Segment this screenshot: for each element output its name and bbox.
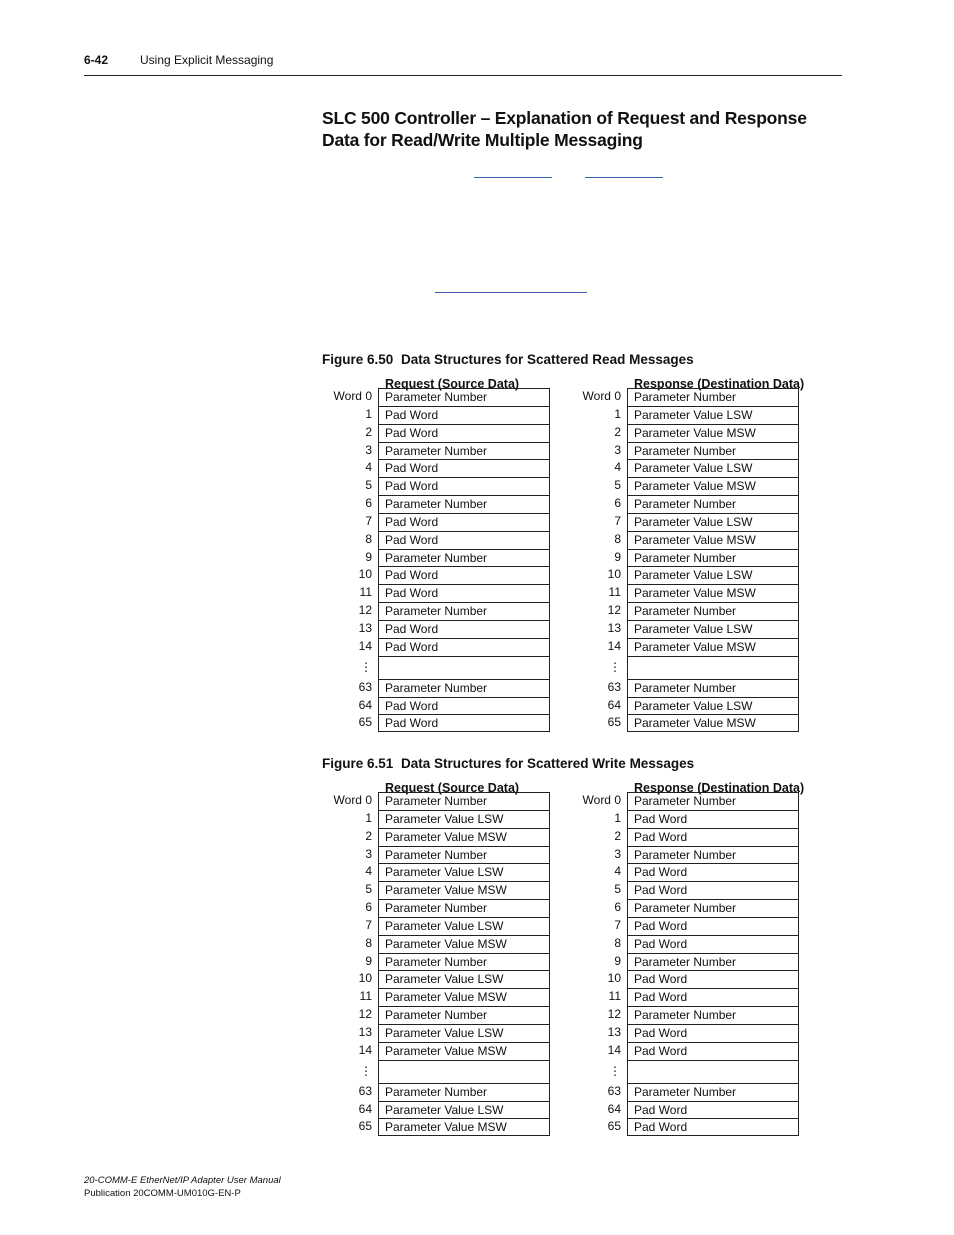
table-cell: Parameter Number	[378, 846, 550, 864]
word-index-label: 6	[614, 496, 621, 511]
word-index-label: Word 0	[582, 793, 621, 807]
word-index-label: 63	[358, 679, 372, 694]
table-cell: Parameter Number	[627, 679, 799, 697]
word-index-label: 7	[365, 513, 372, 528]
word-index-label: 10	[607, 567, 621, 582]
word-index-label: ⋮	[360, 1063, 372, 1078]
table-cell: Parameter Value LSW	[627, 566, 799, 584]
word-index-label: 13	[358, 620, 372, 635]
table-cell: Parameter Number	[627, 495, 799, 513]
table-cell: Pad Word	[378, 584, 550, 602]
table-cell: Parameter Number	[378, 388, 550, 406]
word-index-label: 10	[358, 567, 372, 582]
table-cell: Pad Word	[627, 917, 799, 935]
table-cell: Pad Word	[378, 424, 550, 442]
request-table-header: Request (Source Data)	[385, 377, 520, 391]
table-cell	[627, 1060, 799, 1083]
table-cell: Pad Word	[378, 406, 550, 424]
word-index-label: 13	[607, 1024, 621, 1039]
table-cell: Parameter Number	[378, 1006, 550, 1024]
page-number: 6-42	[84, 53, 109, 67]
table-cell: Parameter Value LSW	[378, 1101, 550, 1119]
table-cell	[627, 656, 799, 679]
table-cell: Pad Word	[627, 970, 799, 988]
word-index-label: 8	[365, 531, 372, 546]
table-cell: Parameter Value MSW	[378, 828, 550, 846]
table-cell: Pad Word	[627, 935, 799, 953]
word-index-label: 65	[358, 1119, 372, 1134]
word-index-label: 5	[614, 478, 621, 493]
table-cell: Pad Word	[378, 477, 550, 495]
table-cell: Parameter Value LSW	[378, 970, 550, 988]
word-index-label: 14	[358, 1042, 372, 1057]
table-cell: Pad Word	[627, 988, 799, 1006]
table-cell: Parameter Value MSW	[378, 1042, 550, 1060]
table-cell: Pad Word	[627, 1024, 799, 1042]
word-index-label: 64	[607, 1101, 621, 1116]
word-index-label: 12	[607, 603, 621, 618]
word-index-label: 7	[365, 917, 372, 932]
table-cell: Parameter Number	[627, 549, 799, 567]
table-cell: Pad Word	[627, 881, 799, 899]
table-cell: Parameter Value LSW	[627, 697, 799, 715]
word-index-label: 4	[614, 460, 621, 475]
table-cell: Parameter Value MSW	[627, 714, 799, 732]
word-index-label: 14	[358, 638, 372, 653]
figure-title: Data Structures for Scattered Write Messages	[401, 756, 695, 771]
word-index-label: Word 0	[333, 793, 372, 807]
table-cell: Parameter Number	[378, 549, 550, 567]
word-index-label: 6	[614, 900, 621, 915]
page-footer	[84, 1175, 281, 1200]
word-index-label: 3	[365, 442, 372, 457]
table-cell: Parameter Number	[627, 602, 799, 620]
word-index-label: 63	[358, 1083, 372, 1098]
response-table-header: Response (Destination Data)	[634, 781, 805, 795]
word-index-label: 3	[614, 442, 621, 457]
word-index-label: 14	[607, 638, 621, 653]
table-cell: Pad Word	[378, 459, 550, 477]
word-index-label: 1	[614, 406, 621, 421]
word-index-label: 63	[607, 1083, 621, 1098]
word-index-label: 11	[359, 989, 372, 1004]
word-index-label: 12	[358, 1007, 372, 1022]
running-title: Using Explicit Messaging	[140, 53, 274, 67]
word-index-label: 9	[614, 953, 621, 968]
word-index-label: Word 0	[333, 389, 372, 403]
table-cell: Pad Word	[627, 1042, 799, 1060]
table-cell: Parameter Number	[378, 792, 550, 810]
table-cell: Parameter Value MSW	[627, 424, 799, 442]
word-index-label: 2	[365, 828, 372, 843]
word-index-label: 14	[607, 1042, 621, 1057]
table-cell: Parameter Number	[627, 792, 799, 810]
word-index-label: ⋮	[360, 659, 372, 674]
manual-title: 20-COMM-E EtherNet/IP Adapter User Manual	[84, 1175, 281, 1186]
table-cell	[378, 656, 550, 679]
table-cell: Pad Word	[378, 620, 550, 638]
word-index-label: 11	[359, 585, 372, 600]
word-index-label: 7	[614, 917, 621, 932]
word-index-label: Word 0	[582, 389, 621, 403]
table-cell: Parameter Value MSW	[627, 531, 799, 549]
word-index-label: 1	[614, 810, 621, 825]
word-index-label: 1	[365, 406, 372, 421]
word-index-label: 2	[614, 828, 621, 843]
table-cell: Parameter Value LSW	[627, 513, 799, 531]
word-index-label: 4	[365, 864, 372, 879]
word-index-label: 4	[614, 864, 621, 879]
table-cell: Parameter Value LSW	[378, 1024, 550, 1042]
word-index-label: 7	[614, 513, 621, 528]
table-cell: Pad Word	[378, 566, 550, 584]
figure-label: Figure 6.50	[322, 352, 394, 367]
word-index-label: 8	[365, 935, 372, 950]
hyperlink-underline[interactable]	[585, 177, 663, 178]
table-cell: Parameter Value LSW	[378, 917, 550, 935]
word-index-label: 65	[607, 715, 621, 730]
table-cell: Parameter Value LSW	[627, 406, 799, 424]
table-cell: Parameter Number	[378, 953, 550, 971]
word-index-label: 3	[614, 846, 621, 861]
word-index-label: 9	[614, 549, 621, 564]
section-title: SLC 500 Controller – Explanation of Request and Response Data for Read/Write Multiple Messaging	[322, 108, 807, 150]
table-cell: Pad Word	[378, 513, 550, 531]
table-cell: Parameter Value MSW	[378, 1118, 550, 1136]
word-index-label: 4	[365, 460, 372, 475]
word-index-label: 10	[358, 971, 372, 986]
table-cell: Parameter Number	[627, 899, 799, 917]
word-index-label: 5	[614, 882, 621, 897]
word-index-label: 65	[358, 715, 372, 730]
figure-label: Figure 6.51	[322, 756, 394, 771]
table-cell: Parameter Value LSW	[378, 810, 550, 828]
word-index-label: 64	[358, 1101, 372, 1116]
table-cell: Pad Word	[378, 714, 550, 732]
table-cell: Pad Word	[627, 863, 799, 881]
figure-caption	[322, 352, 694, 367]
table-cell: Parameter Value MSW	[627, 584, 799, 602]
word-index-label: 8	[614, 935, 621, 950]
word-index-label: 11	[608, 989, 621, 1004]
table-cell	[378, 1060, 550, 1083]
word-index-label: ⋮	[609, 659, 621, 674]
table-cell: Parameter Number	[378, 442, 550, 460]
header-divider	[84, 75, 842, 76]
table-cell: Pad Word	[627, 828, 799, 846]
table-cell: Parameter Value LSW	[378, 863, 550, 881]
table-cell: Parameter Value MSW	[627, 477, 799, 495]
table-cell: Parameter Value MSW	[378, 988, 550, 1006]
table-cell: Parameter Value LSW	[627, 620, 799, 638]
word-index-label: 13	[358, 1024, 372, 1039]
response-table-header: Response (Destination Data)	[634, 377, 805, 391]
word-index-label: 65	[607, 1119, 621, 1134]
word-index-label: 64	[607, 697, 621, 712]
table-cell: Parameter Number	[627, 442, 799, 460]
table-cell: Parameter Number	[378, 602, 550, 620]
table-cell: Pad Word	[627, 810, 799, 828]
table-cell: Parameter Value LSW	[627, 459, 799, 477]
table-cell: Parameter Number	[378, 1083, 550, 1101]
figure-title: Data Structures for Scattered Read Messages	[401, 352, 694, 367]
table-cell: Pad Word	[378, 638, 550, 656]
publication-number: Publication 20COMM-UM010G-EN-P	[84, 1187, 241, 1199]
word-index-label: 2	[365, 424, 372, 439]
table-cell: Parameter Number	[378, 495, 550, 513]
table-cell: Parameter Number	[627, 953, 799, 971]
table-cell: Parameter Value MSW	[627, 638, 799, 656]
hyperlink-underline[interactable]	[474, 177, 552, 178]
word-index-label: 64	[358, 697, 372, 712]
word-index-label: 13	[607, 620, 621, 635]
table-cell: Pad Word	[378, 531, 550, 549]
word-index-label: 12	[607, 1007, 621, 1022]
word-index-label: 1	[365, 810, 372, 825]
page-header	[84, 53, 274, 67]
word-index-label: 3	[365, 846, 372, 861]
table-cell: Parameter Value MSW	[378, 935, 550, 953]
request-table-header: Request (Source Data)	[385, 781, 520, 795]
table-cell: Parameter Number	[627, 388, 799, 406]
table-cell: Parameter Number	[627, 846, 799, 864]
table-cell: Pad Word	[378, 697, 550, 715]
figure-caption	[322, 756, 694, 771]
word-index-label: 5	[365, 478, 372, 493]
word-index-label: 8	[614, 531, 621, 546]
table-cell: Parameter Number	[627, 1083, 799, 1101]
word-index-label: 11	[608, 585, 621, 600]
table-cell: Parameter Number	[378, 679, 550, 697]
word-index-label: 9	[365, 953, 372, 968]
word-index-label: 2	[614, 424, 621, 439]
table-cell: Pad Word	[627, 1101, 799, 1119]
word-index-label: 6	[365, 900, 372, 915]
hyperlink-underline[interactable]	[435, 292, 587, 293]
word-index-label: 6	[365, 496, 372, 511]
table-cell: Parameter Number	[627, 1006, 799, 1024]
word-index-label: 9	[365, 549, 372, 564]
table-cell: Parameter Number	[378, 899, 550, 917]
word-index-label: ⋮	[609, 1063, 621, 1078]
word-index-label: 12	[358, 603, 372, 618]
word-index-label: 5	[365, 882, 372, 897]
word-index-label: 10	[607, 971, 621, 986]
table-cell: Pad Word	[627, 1118, 799, 1136]
word-index-label: 63	[607, 679, 621, 694]
table-cell: Parameter Value MSW	[378, 881, 550, 899]
